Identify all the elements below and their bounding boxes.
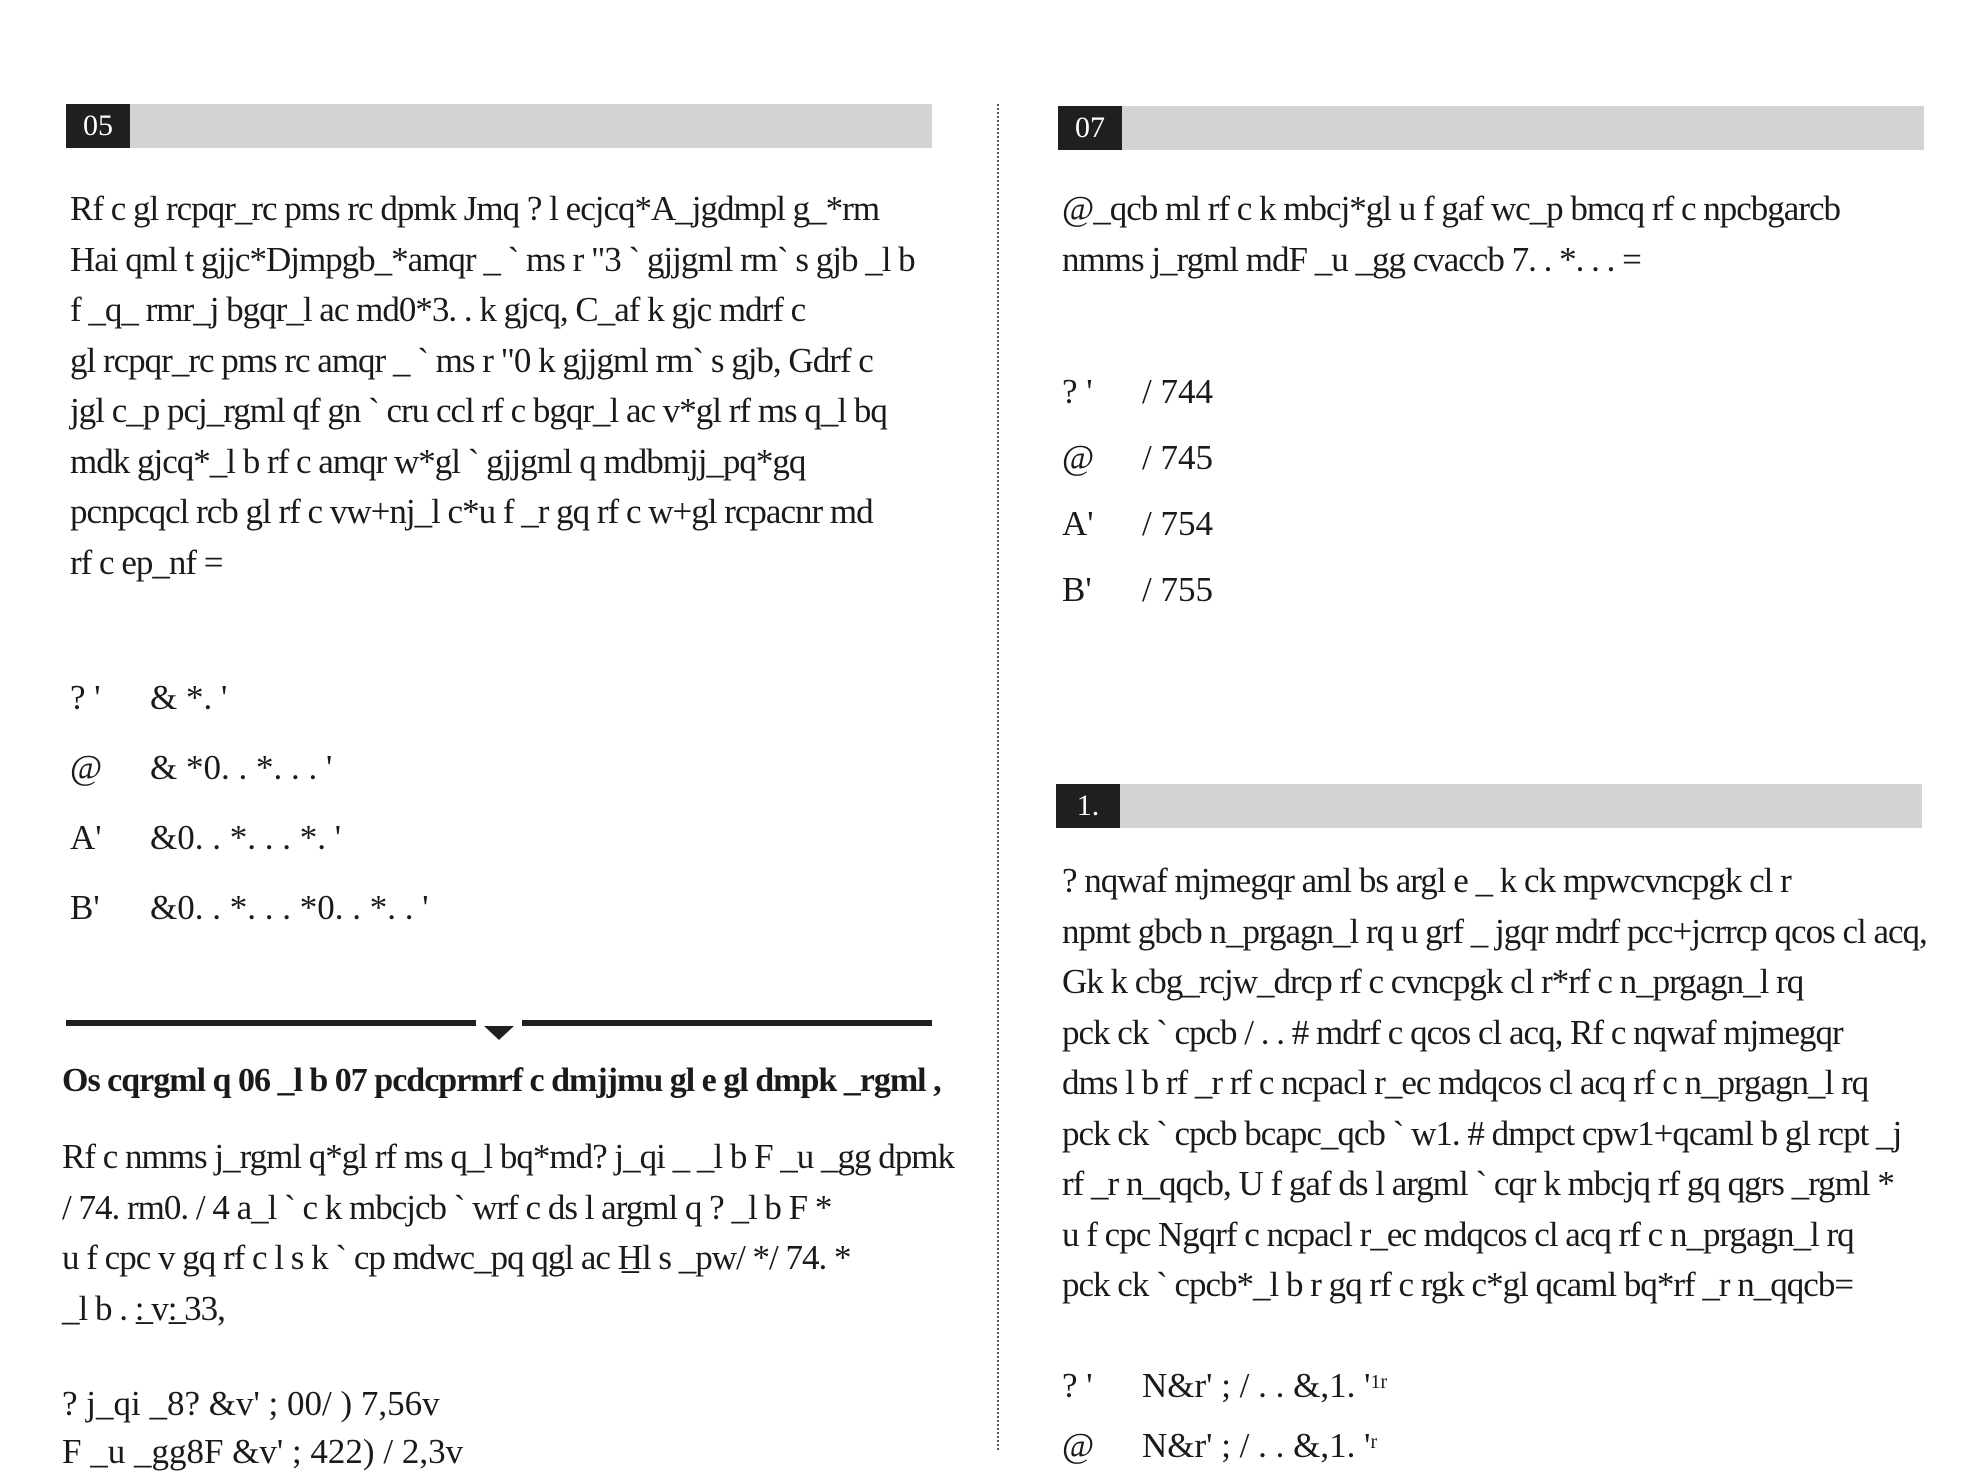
option-superscript: r <box>1370 1431 1378 1453</box>
section-number: 07 <box>1058 106 1122 150</box>
section-header-10 <box>1056 784 1922 828</box>
paragraph-line: npmt gbcb n_prgagn_l rq u grf _ jgqr mdrf pcc+jcrrcp qcos cl acq, <box>1062 911 1927 951</box>
option-value: &0. . *. . . *. ' <box>150 818 342 857</box>
question-paragraph <box>70 184 930 588</box>
answer-option-a[interactable] <box>1062 370 1213 414</box>
questions-directions-heading: Os cqrgml q 06 _l b 07 pcdcprmrf c dmjjmu gl e gl dmpk _rgml , <box>62 1062 941 1099</box>
separator-line-right <box>522 1020 932 1026</box>
answer-option-c[interactable] <box>70 816 341 860</box>
answer-option-d[interactable] <box>70 886 429 930</box>
option-key: @ <box>1062 1426 1095 1465</box>
paragraph-line: pcnpcqcl rcb gl rf c vw+nj_l c*u f _r gq rf c w+gl rcpacnr md <box>70 492 873 531</box>
paragraph-line: mdk gjcq*_l b rf c amqr w*gl ` gjjgml q mdbmjj_pq*gq <box>70 441 806 481</box>
option-value: / 745 <box>1142 438 1213 477</box>
separator-line-left <box>66 1020 476 1026</box>
answer-option-b[interactable] <box>70 746 332 790</box>
info-paragraph <box>62 1132 955 1334</box>
paragraph-line: @_qcb ml rf c k mbcj*gl u f gaf wc_p bmcq rf c npcbgarcb <box>1062 189 1841 228</box>
section-number: 05 <box>66 104 130 148</box>
paragraph-line: jgl c_p pcj_rgml qf gn ` cru ccl rf c bgqr_l ac v*gl rf ms q_l bq <box>70 391 887 430</box>
option-superscript: 1r <box>1370 1371 1388 1393</box>
option-value: / 754 <box>1142 504 1213 543</box>
paragraph-line: Gk k cbg_rcjw_drcp rf c cvncpgk cl r*rf c n_prgagn_l rq <box>1062 962 1804 1001</box>
section-header-05 <box>66 104 932 148</box>
option-value: & *0. . *. . . ' <box>150 748 333 787</box>
paragraph-line: pck ck ` cpcb bcapc_qcb ` w1. # dmpct cpw1+qcaml b gl rcpt _j <box>1062 1113 1902 1153</box>
option-key: ? ' <box>70 678 101 717</box>
answer-option-a[interactable] <box>1062 1364 1387 1408</box>
option-key: A' <box>1062 504 1094 543</box>
option-key: @ <box>1062 438 1095 477</box>
paragraph-line: pck ck ` cpcb*_l b r gq rf c rgk c*gl qcaml bq*rf _r n_qqcb= <box>1062 1265 1854 1304</box>
paragraph-line: Rf c nmms j_rgml q*gl rf ms q_l bq*md? j_qi _ _l b F _u _gg dpmk <box>62 1137 955 1176</box>
paragraph-line: ? nqwaf mjmegqr aml bs argl e _ k ck mpwcvncpgk cl r <box>1062 861 1791 900</box>
paragraph-line: pck ck ` cpcb / . . # mdrf c qcos cl acq, Rf c nqwaf mjmegqr <box>1062 1012 1843 1052</box>
model-formula-hawaii: F _u _gg8F &v' ; 422) / 2,3v <box>62 1432 464 1471</box>
option-value: N&r' ; / . . &,1. ' <box>1142 1366 1371 1405</box>
paragraph-line: Hai qml t gjjc*Djmpgb_*amqr _ ` ms r "3 ` gjjgml rm` s gjb _l b <box>70 239 915 279</box>
paragraph-line: gl rcpqr_rc pms rc amqr _ ` ms r "0 k gjjgml rm` s gjb, Gdrf c <box>70 340 873 380</box>
paragraph-line: f _q_ rmr_j bgqr_l ac md0*3. . k gjcq, C_af k gjc mdrf c <box>70 290 806 329</box>
answer-option-a[interactable] <box>70 676 227 720</box>
paragraph-line: rf _r n_qqcb, U f gaf ds l argml ` cqr k mbcjq rf gq qgrs _rgml * <box>1062 1164 1894 1203</box>
section-number: 1. <box>1056 784 1120 828</box>
question-paragraph <box>1062 184 1922 285</box>
separator-arrow-icon <box>484 1026 514 1040</box>
paragraph-line: u f cpc Ngqrf c ncpacl r_ec mdqcos cl acq rf c n_prgagn_l rq <box>1062 1214 1854 1254</box>
paragraph-line: Rf c gl rcpqr_rc pms rc dpmk Jmq ? l ecjcq*A_jgdmpl g_*rm <box>70 189 880 228</box>
paragraph-line: nmms j_rgml mdF _u _gg cvaccb 7. . *. . . = <box>1062 239 1641 279</box>
option-key: ? ' <box>1062 372 1093 411</box>
column-divider <box>997 104 999 1450</box>
option-key: @ <box>70 748 103 787</box>
paragraph-line: rf c ep_nf = <box>70 542 223 582</box>
option-key: A' <box>70 818 102 857</box>
section-header-07 <box>1058 106 1924 150</box>
option-value: / 744 <box>1142 372 1213 411</box>
paragraph-line: / 74. rm0. / 4 a_l ` c k mbcjcb ` wrf c ds l argml q ? _l b F * <box>62 1187 832 1227</box>
option-key: ? ' <box>1062 1366 1093 1405</box>
option-key: B' <box>70 888 100 927</box>
option-key: B' <box>1062 570 1092 609</box>
model-formula-alaska: ? j_qi _8? &v' ; 00/ ) 7,56v <box>62 1384 440 1423</box>
option-value: &0. . *. . . *0. . *. . ' <box>150 888 429 927</box>
answer-option-c[interactable] <box>1062 502 1213 546</box>
option-value: / 755 <box>1142 570 1213 609</box>
paragraph-line: u f cpc v gq rf c l s k ` cp mdwc_pq qgl ac H̲l s _pw/ */ 74. * <box>62 1238 851 1277</box>
option-value: N&r' ; / . . &,1. ' <box>1142 1426 1371 1465</box>
answer-option-d[interactable] <box>1062 568 1213 612</box>
paragraph-line: dms l b rf _r rf c ncpacl r_ec mdqcos cl acq rf c n_prgagn_l rq <box>1062 1063 1869 1102</box>
question-paragraph <box>1062 856 1927 1311</box>
option-value: & *. ' <box>150 678 228 717</box>
paragraph-line: _l b . :̲ v:̲ 33, <box>62 1288 225 1328</box>
answer-option-b[interactable] <box>1062 1424 1377 1468</box>
answer-option-b[interactable] <box>1062 436 1213 480</box>
